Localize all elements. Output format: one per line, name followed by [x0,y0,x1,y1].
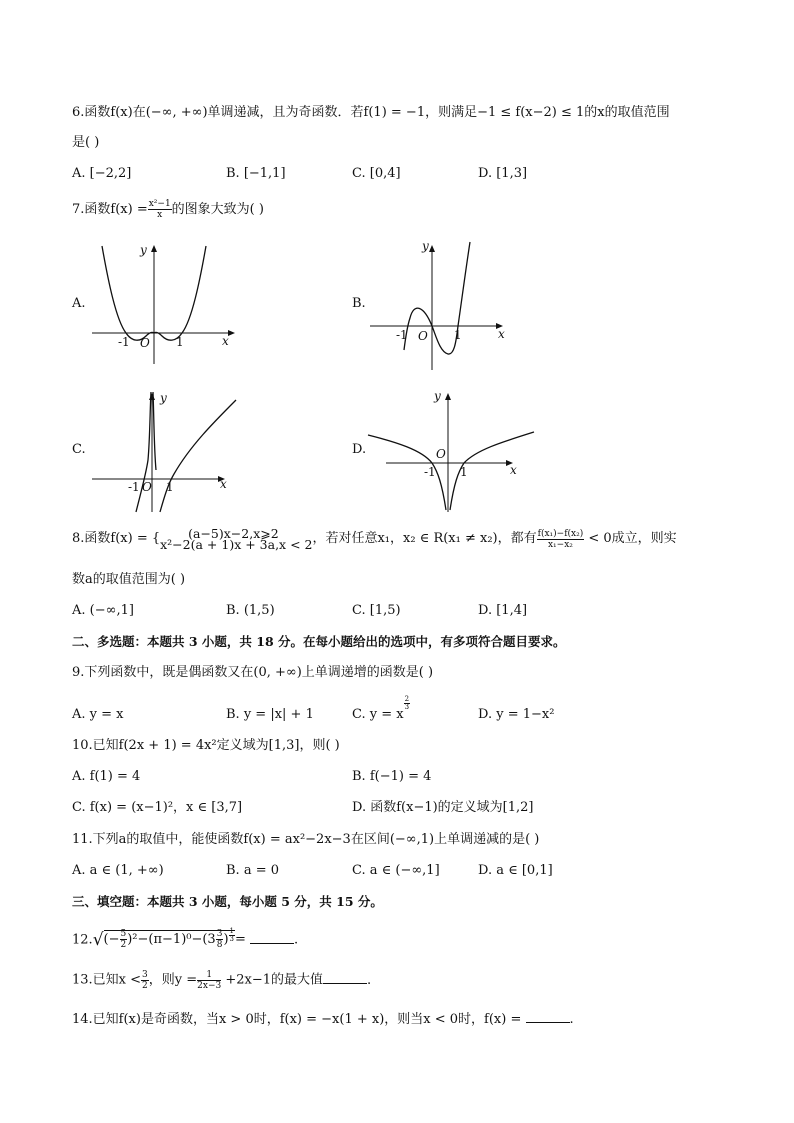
q12-f2-num: 3 [216,929,223,939]
q7b-axis-y: y [422,239,429,253]
q9-option-c [352,695,410,724]
q9-stem: 9.下列函数中，既是偶函数又在(0, +∞)上单调递增的函数是( ) [72,665,434,680]
q8-option-a: A. (−∞,1] [72,603,134,618]
q12-f1-den: 2 [120,940,127,950]
q13-answer-blank[interactable] [323,971,367,984]
q11-option-c: C. a ∈ (−∞,1] [352,863,440,878]
q7d-axis-x: x [510,463,517,477]
q13-prefix: 13.已知x < [72,972,142,988]
q7d-tick-pos: 1 [460,465,468,479]
q6-option-b: B. [−1,1] [226,166,286,181]
q8-mid: ，若对任意x₁，x₂ ∈ R(x₁ ≠ x₂)，都有 [312,531,537,546]
q6-line2: 是( ) [72,135,100,150]
q7b-tick-pos: 1 [454,328,462,342]
q12-f2-den: 8 [216,940,223,950]
q7-graph-d [366,388,541,513]
q7a-axis-x: x [222,334,229,348]
q9-exp-num: 2 [404,695,410,703]
q8-case1: (a−5)x−2,x⩾2 [188,526,279,541]
q13-end: . [367,973,372,988]
q12-stem [72,928,298,952]
q7-label-c: C. [72,442,86,457]
q9-exp-den: 3 [404,703,410,711]
q8-prefix: 8.函数f(x) = { [72,531,161,546]
section-2-heading: 二、多选题：本题共 3 小题，共 18 分。在每小题给出的选项中，有多项符合题目要求。 [72,634,566,649]
section-3-heading: 三、填空题：本题共 3 小题，每小题 5 分，共 15 分。 [72,894,383,909]
q8-frac-num: f(x₁)−f(x₂) [537,528,584,539]
q7b-origin: O [418,329,428,343]
q12-radicand [103,926,235,950]
q7-label-d: D. [352,442,367,457]
q7c-tick-neg: -1 [128,480,140,494]
q10-option-a: A. f(1) = 4 [72,769,141,784]
q12-e-num: 1 [229,926,234,935]
q13-frac2 [197,970,221,991]
q13-stem [72,970,371,991]
q7a-origin: O [140,336,150,350]
q9-option-b: B. y = |x| + 1 [226,707,314,722]
sqrt-icon: √ [92,930,104,950]
q6-option-a: A. [−2,2] [72,166,132,181]
q7-frac-den: x [157,210,163,220]
q14-answer-blank[interactable] [526,1010,570,1023]
q7d-axis-y: y [434,389,441,403]
q9-option-c-exponent [404,696,410,711]
q8-stem [72,528,677,550]
q7b-tick-neg: -1 [396,328,408,342]
q14-end: . [569,1012,574,1027]
q12-answer-blank[interactable] [250,931,294,944]
q6-line1: 6.函数f(x)在(−∞, +∞)单调递减，且为奇函数．若f(1) = −1，则满足−1 ≤ f(x−2) ≤ 1的x的取值范围 [72,105,670,120]
q7b-axis-x: x [498,327,505,341]
q10-option-c: C. f(x) = (x−1)²，x ∈ [3,7] [72,800,243,815]
q14-text: 14.已知f(x)是奇函数，当x > 0时，f(x) = −x(1 + x)，则当x < 0时，f(x) = [72,1012,522,1027]
q10-option-d: D. 函数f(x−1)的定义域为[1,2] [352,800,534,815]
q6-option-d: D. [1,3] [478,166,528,181]
q8-fraction [537,529,585,550]
q12-part1: (− [103,932,120,947]
q13-frac1 [141,970,149,991]
q8-option-c: C. [1,5) [352,603,401,618]
q7d-origin: O [436,447,446,461]
q12-e-den: 3 [229,934,234,943]
q7-graph-b [368,238,513,373]
q12-equals: = [235,932,246,947]
q7c-axis-x: x [220,477,227,491]
q6-option-c: C. [0,4] [352,166,401,181]
q7-frac-num: x²−1 [148,199,171,209]
q12-prefix: 12. [72,932,93,948]
q7a-axis-y: y [140,243,147,257]
q7-fraction [148,199,172,220]
q7c-tick-pos: 1 [166,480,174,494]
q7c-origin: O [142,480,152,494]
q13-f2-den: 2x−3 [197,981,222,991]
q7-graph-c [90,388,240,513]
q8-piecewise [160,528,312,550]
q11-stem: 11.下列a的取值中，能使函数f(x) = ax²−2x−3在区间(−∞,1)上单调递减的是( ) [72,832,540,847]
q9-option-c-text: C. y = x [352,707,404,722]
q7d-tick-neg: -1 [424,465,436,479]
q12-part2: )²−(π−1)⁰−(3 [127,932,216,947]
q12-part3: ) [223,932,229,947]
q7-prefix: 7.函数f(x) = [72,202,148,217]
q11-option-d: D. a ∈ [0,1] [478,863,553,878]
q9-option-a: A. y = x [72,707,124,722]
q13-f2-num: 1 [197,970,221,981]
q7-label-b: B. [352,296,366,311]
q11-option-b: B. a = 0 [226,863,279,878]
q7-suffix: 的图象大致为( ) [171,202,264,217]
q7a-tick-pos: 1 [176,335,184,349]
q7-graph-a [88,240,238,365]
q7c-axis-y: y [160,391,167,405]
q8-suffix: < 0成立，则实 [584,531,677,546]
q10-stem: 10.已知f(2x + 1) = 4x²定义域为[1,3]，则( ) [72,738,340,753]
q10-option-b: B. f(−1) = 4 [352,769,432,784]
q8-option-b: B. (1,5) [226,603,275,618]
q13-suffix: +2x−1的最大值 [221,972,324,988]
q13-mid: ，则y = [148,972,198,988]
q9-option-d: D. y = 1−x² [478,707,555,722]
q8-line2: 数a的取值范围为( ) [72,572,186,587]
q7-label-a: A. [72,296,86,311]
q11-option-a: A. a ∈ (1, +∞) [72,863,164,878]
q8-case2: x²−2(a + 1)x + 3a,x < 2 [160,537,313,552]
q13-f1-num: 3 [142,970,148,980]
q12-f1-num: 5 [120,929,127,939]
q8-frac-den: x₁−x₂ [547,539,573,550]
q14-stem [72,1010,574,1029]
q13-f1-den: 2 [142,981,148,991]
q7-stem [72,199,264,220]
q12-end: . [294,932,299,948]
q7a-tick-neg: -1 [118,335,130,349]
q8-option-d: D. [1,4] [478,603,528,618]
